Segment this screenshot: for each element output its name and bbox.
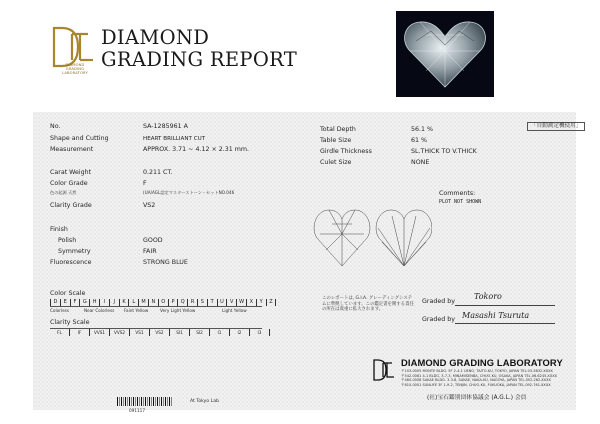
measurement-value: APPROX. 3.71 ~ 4.12 × 2.31 mm. [143, 146, 250, 153]
sig-rule [455, 305, 555, 306]
signature-2: Masashi Tsuruta [462, 311, 530, 320]
field-label: Color Grade [50, 180, 88, 187]
shape-value: HEART BRILLIANT CUT [143, 136, 206, 142]
address-line: 〒460-0008 SAKAE BLDG. 3-3-8, SAKAE, NAKA-KU, NAGOYA, JAPAN TEL.052-262-XXXX [401, 378, 551, 383]
diamond-photo [396, 11, 494, 97]
color-scale-letter: I [100, 299, 110, 306]
title-line-2: GRADING REPORT [101, 48, 298, 71]
carat-value: 0.211 CT. [143, 169, 173, 176]
clarity-scale-heading: Clarity Scale [50, 319, 90, 326]
report-number: SA-1285961 A [143, 123, 188, 130]
clarity-scale-grade: SI2 [190, 329, 210, 336]
master-stone-note: (UA/AGL認定マスターストーン・セットNO.046 [143, 190, 235, 195]
color-scale-letter: G [80, 299, 90, 306]
fluorescence-value: STRONG BLUE [143, 259, 188, 266]
color-group-label: Colorless [50, 308, 70, 313]
lab-name: DIAMOND GRADING LABORATORY [401, 357, 563, 368]
signature-1: Tokoro [474, 292, 502, 301]
color-scale-divider [50, 306, 262, 307]
color-origin-label: 色の起源 天然 [50, 190, 77, 195]
graded-by-label: Graded by [422, 316, 455, 323]
sig-rule [455, 323, 555, 324]
field-label: No. [50, 123, 61, 130]
logo-sub-line: DIAMOND [65, 63, 85, 67]
color-scale-letter: F [71, 299, 81, 306]
field-label: Culet Size [320, 159, 352, 166]
scale-line [50, 306, 262, 307]
agl-membership: (社)宝石鑑別団体協議会 (A.G.L.) 会員 [427, 395, 527, 401]
comments-label: Comments: [439, 190, 476, 197]
lab-logo-small [372, 359, 396, 383]
address-line: 〒103-0005 MONTE BLDG. 5F 2-4-1 UENO, TAITO-KU, TOKYO, JAPAN TEL.03-5832-XXXX [401, 369, 553, 373]
auto-measure-tag: 「自動測定機使用」 [527, 122, 585, 131]
clarity-grade-value: VS2 [143, 202, 156, 209]
color-scale-letter: S [198, 299, 208, 306]
gia-notice: このレポートは, G.I.A. グレーディングシステムに準拠しています。この鑑定書を関する責任の所在は貴重に拡大されます。 [322, 296, 414, 312]
color-scale-letter: D [51, 299, 61, 306]
heart-diamond-image [396, 11, 494, 97]
clarity-scale-grade: VVS1 [90, 329, 110, 336]
logo-subtitle [45, 63, 105, 76]
comments-value: PLOT NOT SHOWN [439, 199, 482, 205]
color-group-label: Very Light Yellow [160, 308, 196, 313]
address-line: 〒810-0001 SUNLIFE 3F 1-9-2, TENJIN, CHUO-KU, FUKUOKA, JAPAN TEL.092-761-XXXX [401, 382, 551, 387]
color-scale-letter: R [188, 299, 198, 306]
color-group-label: Light Yellow [222, 308, 247, 313]
field-label: Measurement [50, 146, 94, 153]
color-scale-letter: L [129, 299, 139, 306]
field-label: Carat Weight [50, 169, 92, 176]
field-label: Table Size [320, 137, 352, 144]
lab-addresses [401, 369, 557, 387]
barcode-number: 091117 [129, 408, 145, 413]
clarity-scale-grade: SI1 [170, 329, 190, 336]
logo-sub-line: GRADING [65, 67, 85, 72]
color-group-label: Faint Yellow [124, 308, 149, 313]
color-grade-value: F [143, 180, 147, 187]
lab-location: At Tokyo Lab [190, 399, 219, 404]
culet-value: NONE [411, 159, 430, 166]
clarity-scale-grade: VS2 [150, 329, 170, 336]
logo-sub-line: LABORATORY [62, 71, 88, 76]
total-depth-value: 56.1 % [411, 126, 434, 133]
table-size-value: 61 % [411, 137, 427, 144]
color-scale-heading: Color Scale [50, 290, 86, 297]
barcode [117, 397, 172, 406]
clarity-scale-grade: IF [70, 329, 90, 336]
field-label: Polish [58, 237, 77, 244]
field-label: Fluorescence [50, 259, 92, 266]
symmetry-value: FAIR [143, 248, 157, 255]
color-scale-letter: J [110, 299, 120, 306]
color-group-label: Near Colorless [84, 308, 115, 313]
field-label: Total Depth [320, 126, 356, 133]
color-scale-letter: P [169, 299, 179, 306]
title-line-1: DIAMOND [101, 26, 210, 49]
clarity-scale-grade: VS1 [130, 329, 150, 336]
color-scale-letter: W [237, 299, 247, 306]
signature-line [455, 305, 555, 306]
color-scale-letter: H [90, 299, 100, 306]
color-scale-letter: Y [257, 299, 267, 306]
color-scale-letter: M [139, 299, 149, 306]
clarity-scale-grade: I2 [230, 329, 250, 336]
field-label: Shape and Cutting [50, 135, 109, 142]
clarity-scale-grade: I1 [210, 329, 230, 336]
clarity-scale-grade: VVS2 [110, 329, 130, 336]
color-scale-letter: T [208, 299, 218, 306]
field-label: Girdle Thickness [320, 148, 372, 155]
field-label: Clarity Grade [50, 202, 92, 209]
color-scale-letter: X [247, 299, 257, 306]
color-scale [50, 299, 276, 306]
clarity-scale-grade: FL [50, 329, 70, 336]
color-scale-letter: N [149, 299, 159, 306]
field-label: Symmetry [58, 248, 91, 255]
signature-line [455, 323, 555, 324]
color-scale-letter: U [218, 299, 228, 306]
color-scale-letter: E [61, 299, 71, 306]
report-title [101, 27, 297, 71]
clarity-plot-diagram [312, 204, 432, 270]
polish-value: GOOD [143, 237, 163, 244]
clarity-scale [50, 329, 270, 337]
address-line: 〒542-0081 4-1 BLDG. 3-7-3, MINAMISENBA, CHUO-KU, OSAKA, JAPAN TEL.06-6245-XXXX [401, 373, 558, 378]
color-scale-letter: K [120, 299, 130, 306]
color-scale-letter: V [227, 299, 237, 306]
graded-by-label: Graded by [422, 298, 455, 305]
color-scale-letter: O [159, 299, 169, 306]
girdle-value: SL.THICK TO V.THICK [411, 148, 477, 155]
color-scale-letter: Q [178, 299, 188, 306]
color-scale-letter: Z [267, 299, 277, 306]
clarity-scale-grade: I3 [250, 329, 270, 336]
finish-heading: Finish [50, 226, 68, 233]
